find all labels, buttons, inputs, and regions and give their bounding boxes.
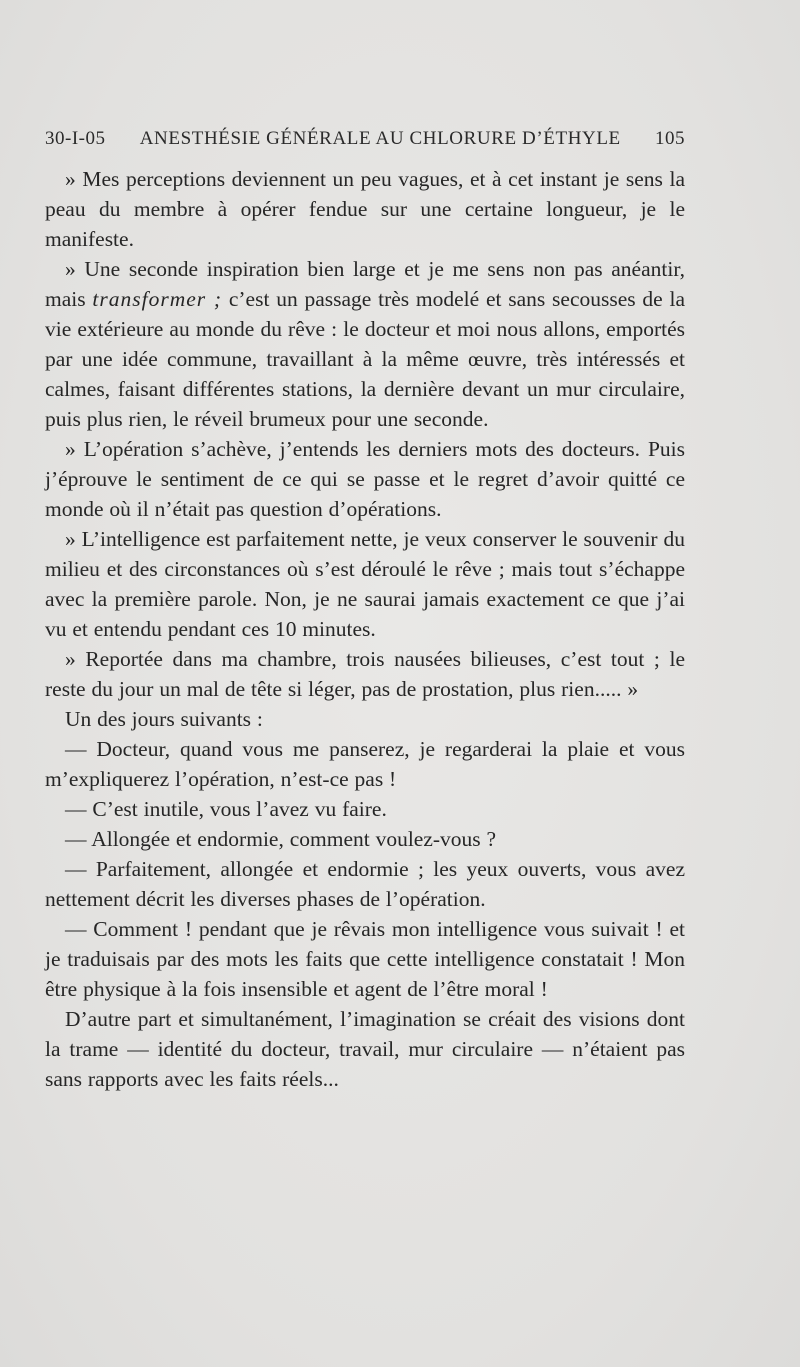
- header-date: 30-I-05: [45, 128, 106, 149]
- paragraph-6: Un des jours suivants :: [65, 707, 263, 731]
- running-title: ANESTHÉSIE GÉNÉRALE AU CHLORURE D’ÉTHYLE: [139, 128, 621, 149]
- dialogue-line-5: — Comment ! pendant que je rêvais mon intelligence vous suivait ! et je traduisais par des mots les faits que cette intelligence constatait ! Mon être physique à la fois insensible et agent de l’être moral !: [45, 917, 685, 1001]
- dialogue-line-2: — C’est inutile, vous l’avez vu faire.: [65, 797, 387, 821]
- paragraph-2-end: c’est un passage très modelé et sans secousses de la vie extérieure au monde du rêve : le docteur et moi nous allons, emportés par une idée commune, travaillant à la même œuvre, très intéressés et calmes, faisant différentes stations, la dernière devant un mur circulaire, puis plus rien, le réveil brumeux pour une seconde.: [45, 287, 685, 431]
- dialogue-line-3: — Allongée et endormie, comment voulez-vous ?: [65, 827, 497, 851]
- page-number: 105: [655, 128, 685, 149]
- italic-word: transformer ;: [92, 287, 223, 311]
- dialogue-line-4: — Parfaitement, allongée et endormie ; les yeux ouverts, vous avez nettement décrit les diverses phases de l’opération.: [45, 857, 685, 911]
- paragraph-3: » L’opération s’achève, j’entends les derniers mots des docteurs. Puis j’éprouve le sentiment de ce qui se passe et le regret d’avoir quitté ce monde où il n’était pas question d’opérations.: [45, 437, 685, 521]
- dialogue-line-1: — Docteur, quand vous me panserez, je regarderai la plaie et vous m’expliquerez l’opération, n’est-ce pas !: [45, 737, 685, 791]
- running-header: [45, 128, 685, 150]
- paragraph-2: [45, 254, 685, 434]
- paragraph-final: D’autre part et simultanément, l’imagination se créait des visions dont la trame — identité du docteur, travail, mur circulaire — n’étaient pas sans rapports avec les faits réels...: [45, 1007, 685, 1091]
- paragraph-5: » Reportée dans ma chambre, trois nausées bilieuses, c’est tout ; le reste du jour un mal de tête si léger, pas de prostation, plus rien..... »: [45, 647, 685, 701]
- body-text: [45, 164, 685, 1094]
- paragraph-1: » Mes perceptions deviennent un peu vagues, et à cet instant je sens la peau du membre à opérer fendue sur une certaine longueur, je le manifeste.: [45, 167, 685, 251]
- paragraph-4: » L’intelligence est parfaitement nette, je veux conserver le souvenir du milieu et des circonstances où s’est déroulé le rêve ; mais tout s’échappe avec la première parole. Non, je ne saurai jamais exactement ce que j’ai vu et entendu pendant ces 10 minutes.: [45, 527, 685, 641]
- paragraph-2-start: » Une seconde inspiration bien large et je me sens non pas anéantir, mais: [45, 257, 685, 311]
